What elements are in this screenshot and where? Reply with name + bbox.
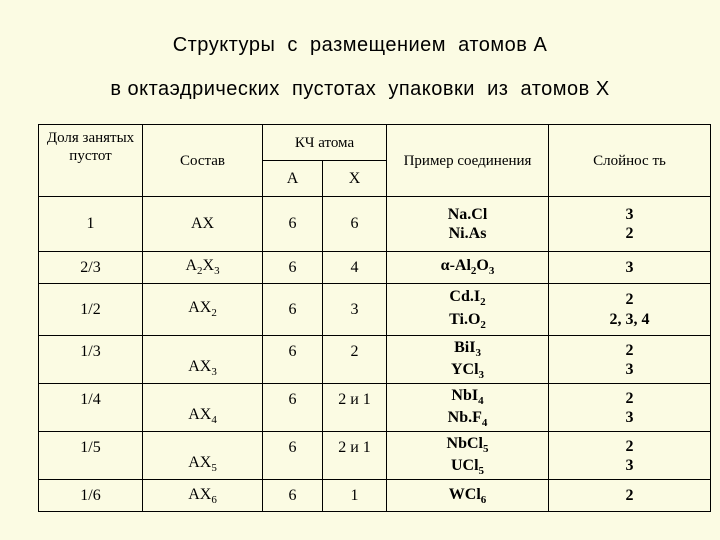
example-compound: $Nb.F_4$ — [447, 408, 488, 429]
layering-value: 2 — [625, 291, 634, 309]
example-compound: WCl$_6$ — [448, 485, 487, 506]
layering-value: 3 — [625, 360, 634, 378]
table-row — [39, 480, 711, 512]
layering-value: 3 — [625, 258, 634, 276]
layering-value: 2 — [625, 224, 634, 242]
cell-layering — [549, 480, 711, 512]
title-line-2: в октаэдрических пустотах упаковки из атомов Х — [110, 78, 610, 100]
cell-cn-x: 3 — [323, 283, 387, 336]
cell-cn-a: 6 — [263, 480, 323, 512]
layering-value: 3 — [625, 408, 634, 426]
header-cn-x: Х — [323, 161, 387, 197]
example-compound: UCl$_5$ — [450, 456, 485, 477]
structures-table — [38, 124, 711, 512]
header-cn-group: КЧ атома — [263, 125, 387, 161]
cell-cn-x: 6 — [323, 197, 387, 252]
cell-layering — [549, 283, 711, 336]
header-cn-a: А — [263, 161, 323, 197]
example-compound: $Ti.O_2$ — [449, 310, 486, 331]
table-row — [39, 197, 711, 252]
cell-example — [387, 197, 549, 252]
cell-composition: $AX_2$ — [143, 283, 263, 336]
example-compound: Ni.As — [448, 224, 487, 242]
header-fraction: Доля занятых пустот — [39, 125, 143, 197]
header-composition: Состав — [143, 125, 263, 197]
cell-layering — [549, 336, 711, 384]
example-compound: $Cd.I_2$ — [449, 288, 486, 309]
layering-value: 2 — [625, 389, 634, 407]
cell-fraction: 1/2 — [39, 283, 143, 336]
example-compound: NbCl$_5$ — [446, 434, 489, 455]
header-layering: Слойнос ть — [549, 125, 711, 197]
layering-value: 2 — [625, 487, 634, 505]
example-compound: Na.Cl — [447, 205, 488, 223]
cell-composition: $AX_5$ — [143, 432, 263, 480]
cell-cn-a: 6 — [263, 384, 323, 432]
cell-fraction: 1 — [39, 197, 143, 252]
cell-cn-x: 1 — [323, 480, 387, 512]
cell-fraction: 1/6 — [39, 480, 143, 512]
example-compound: NbI$_4$ — [451, 386, 484, 407]
cell-cn-a: 6 — [263, 283, 323, 336]
cell-composition: $A_2X_3$ — [143, 251, 263, 283]
layering-value: 2 — [625, 437, 634, 455]
table-row — [39, 336, 711, 384]
title-line-1: Структуры с размещением атомов А — [172, 34, 548, 56]
table-row — [39, 432, 711, 480]
table-row — [39, 251, 711, 283]
cell-example — [387, 336, 549, 384]
layering-value: 3 — [625, 456, 634, 474]
header-example: Пример соединения — [387, 125, 549, 197]
cell-fraction: 2/3 — [39, 251, 143, 283]
cell-fraction: 1/5 — [39, 432, 143, 480]
cell-composition: АХ — [143, 197, 263, 252]
example-compound: $\alpha-Al_2O_3$ — [440, 257, 495, 278]
cell-layering — [549, 197, 711, 252]
cell-example — [387, 283, 549, 336]
cell-cn-a: 6 — [263, 197, 323, 252]
table-row — [39, 384, 711, 432]
layering-value: 2 — [625, 341, 634, 359]
cell-composition: $AX_4$ — [143, 384, 263, 432]
cell-cn-a: 6 — [263, 432, 323, 480]
cell-layering — [549, 251, 711, 283]
layering-value: 3 — [625, 205, 634, 223]
layering-value: 2, 3, 4 — [609, 310, 650, 328]
example-compound: YCl$_3$ — [450, 360, 485, 381]
cell-cn-a: 6 — [263, 336, 323, 384]
cell-composition: $AX_3$ — [143, 336, 263, 384]
table-row — [39, 283, 711, 336]
cell-layering — [549, 384, 711, 432]
cell-composition: $AX_6$ — [143, 480, 263, 512]
cell-cn-a: 6 — [263, 251, 323, 283]
cell-fraction: 1/3 — [39, 336, 143, 384]
cell-example — [387, 251, 549, 283]
cell-example — [387, 384, 549, 432]
cell-cn-x: 2 — [323, 336, 387, 384]
cell-example — [387, 480, 549, 512]
cell-layering — [549, 432, 711, 480]
cell-cn-x: 4 — [323, 251, 387, 283]
example-compound: BiI$_3$ — [454, 338, 481, 359]
cell-example — [387, 432, 549, 480]
cell-cn-x: 2 и 1 — [323, 384, 387, 432]
cell-fraction: 1/4 — [39, 384, 143, 432]
cell-cn-x: 2 и 1 — [323, 432, 387, 480]
